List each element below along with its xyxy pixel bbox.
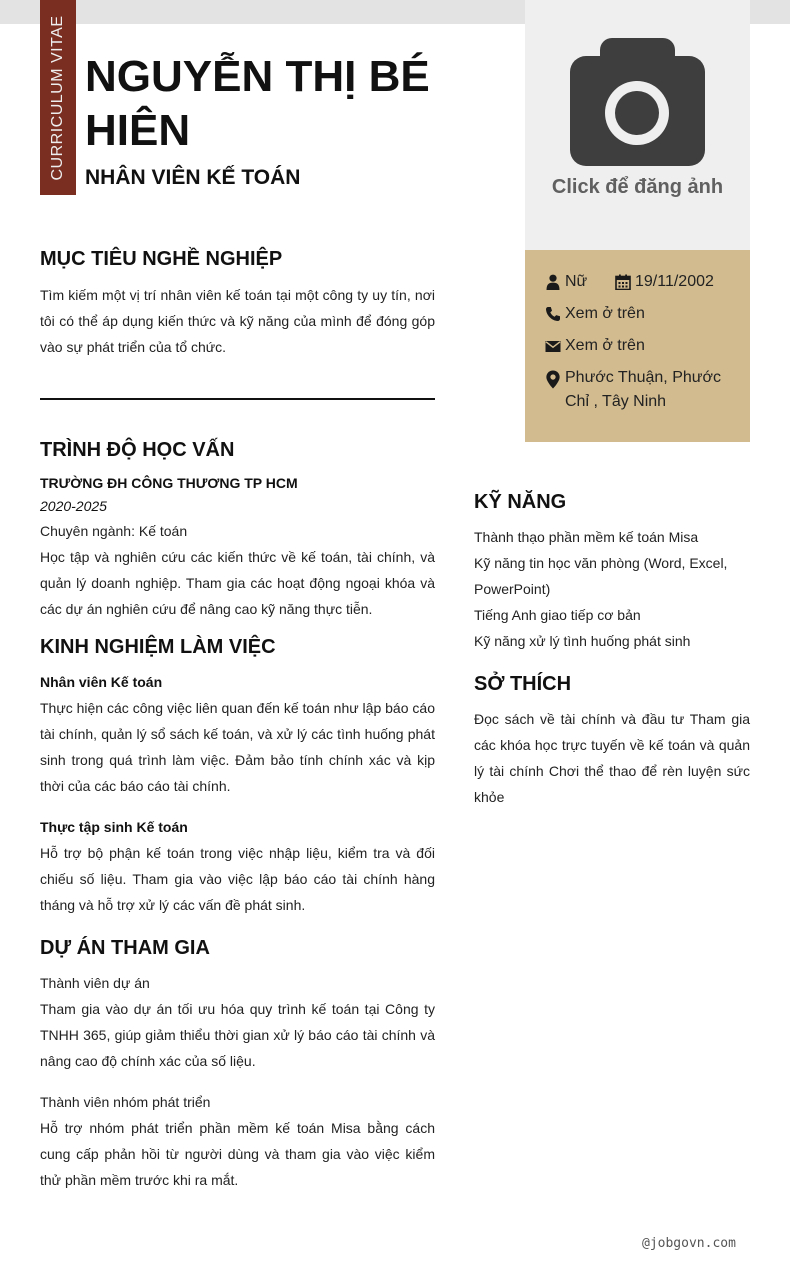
person-icon: [545, 274, 561, 290]
education-heading: TRÌNH ĐỘ HỌC VẤN: [40, 439, 235, 461]
section-divider: [40, 398, 435, 400]
objective-text: Tìm kiếm một vị trí nhân viên kế toán tại một công ty uy tín, nơi tôi có thể áp dụng kiến thức và kỹ năng của mình để đóng góp vào sự phát triển của tổ chức.: [40, 287, 435, 355]
email-value: Xem ở trên: [565, 337, 645, 354]
project-description-2: Hỗ trợ nhóm phát triển phần mềm kế toán Misa bằng cách cung cấp phản hồi từ người dùng và tham gia vào việc kiểm thử phần mềm trước khi ra mắt.: [40, 1120, 435, 1188]
job-title: NHÂN VIÊN KẾ TOÁN: [85, 166, 301, 189]
project-description-1: Tham gia vào dự án tối ưu hóa quy trình kế toán tại Công ty TNHH 365, giúp giảm thiểu thời gian xử lý báo cáo tài chính và nâng cao độ chính xác của số liệu.: [40, 1001, 435, 1069]
photo-upload[interactable]: [525, 0, 750, 250]
hobbies-text: Đọc sách về tài chính và đầu tư Tham gia các khóa học trực tuyến về kế toán và quản lý tài chính Chơi thể thao để rèn luyện sức khỏe: [474, 711, 750, 805]
education-period: 2020-2025: [40, 498, 107, 514]
camera-icon: [570, 36, 705, 168]
phone-value: Xem ở trên: [565, 305, 645, 322]
skill-item: Thành thạo phần mềm kế toán Misa: [474, 529, 699, 545]
skills-heading: KỸ NĂNG: [474, 491, 567, 513]
footer-watermark: @jobgovn.com: [642, 1236, 736, 1251]
experience-description-1: Thực hiện các công việc liên quan đến kế toán như lập báo cáo tài chính, quản lý sổ sách kế toán, và xử lý các tình huống phát sinh trong quá trình làm việc. Đảm bảo tính chính xác và kịp thời của các báo cáo tài chính.: [40, 700, 435, 794]
experience-role-1: Nhân viên Kế toán: [40, 674, 163, 690]
skill-item: Kỹ năng tin học văn phòng (Word, Excel, PowerPoint): [474, 555, 728, 597]
address-line1: Phước Thuận, Phước: [565, 369, 721, 386]
cv-banner: [40, 0, 76, 195]
hobbies-heading: SỞ THÍCH: [474, 673, 572, 695]
gender-value: Nữ: [565, 273, 588, 290]
personal-info-panel: [525, 250, 750, 442]
projects-heading: DỰ ÁN THAM GIA: [40, 937, 210, 959]
birthdate-value: 19/11/2002: [635, 273, 714, 290]
education-description: Học tập và nghiên cứu các kiến thức về kế toán, tài chính, và quản lý doanh nghiệp. Tham gia các hoạt động ngoại khóa và các dự án nghiên cứu để nâng cao kỹ năng thực tiễn.: [40, 549, 435, 617]
phone-icon: [545, 306, 561, 322]
address-line2: Chỉ , Tây Ninh: [565, 393, 667, 410]
skills-list: [474, 524, 750, 654]
location-pin-icon: [545, 370, 561, 389]
project-role-1: Thành viên dự án: [40, 975, 150, 991]
photo-upload-label: Click để đăng ảnh: [551, 176, 724, 198]
skill-item: Tiếng Anh giao tiếp cơ bản: [474, 607, 641, 623]
experience-heading: KINH NGHIỆM LÀM VIỆC: [40, 636, 276, 658]
experience-role-2: Thực tập sinh Kế toán: [40, 819, 188, 835]
education-school: TRƯỜNG ĐH CÔNG THƯƠNG TP HCM: [40, 475, 298, 491]
education-major: Chuyên ngành: Kế toán: [40, 523, 188, 539]
project-role-2: Thành viên nhóm phát triển: [40, 1094, 211, 1110]
envelope-icon: [545, 338, 561, 354]
calendar-icon: [615, 274, 631, 290]
candidate-name: NGUYỄN THỊ BÉ HIÊN: [85, 52, 430, 155]
skill-item: Kỹ năng xử lý tình huống phát sinh: [474, 633, 691, 649]
experience-description-2: Hỗ trợ bộ phận kế toán trong việc nhập liệu, kiểm tra và đối chiếu số liệu. Tham gia vào việc lập báo cáo tài chính hàng tháng và hỗ trợ xử lý các vấn đề phát sinh.: [40, 845, 435, 913]
cv-banner-text: CURRICULUM VITAE: [49, 14, 66, 181]
objective-heading: MỤC TIÊU NGHỀ NGHIỆP: [40, 248, 283, 270]
